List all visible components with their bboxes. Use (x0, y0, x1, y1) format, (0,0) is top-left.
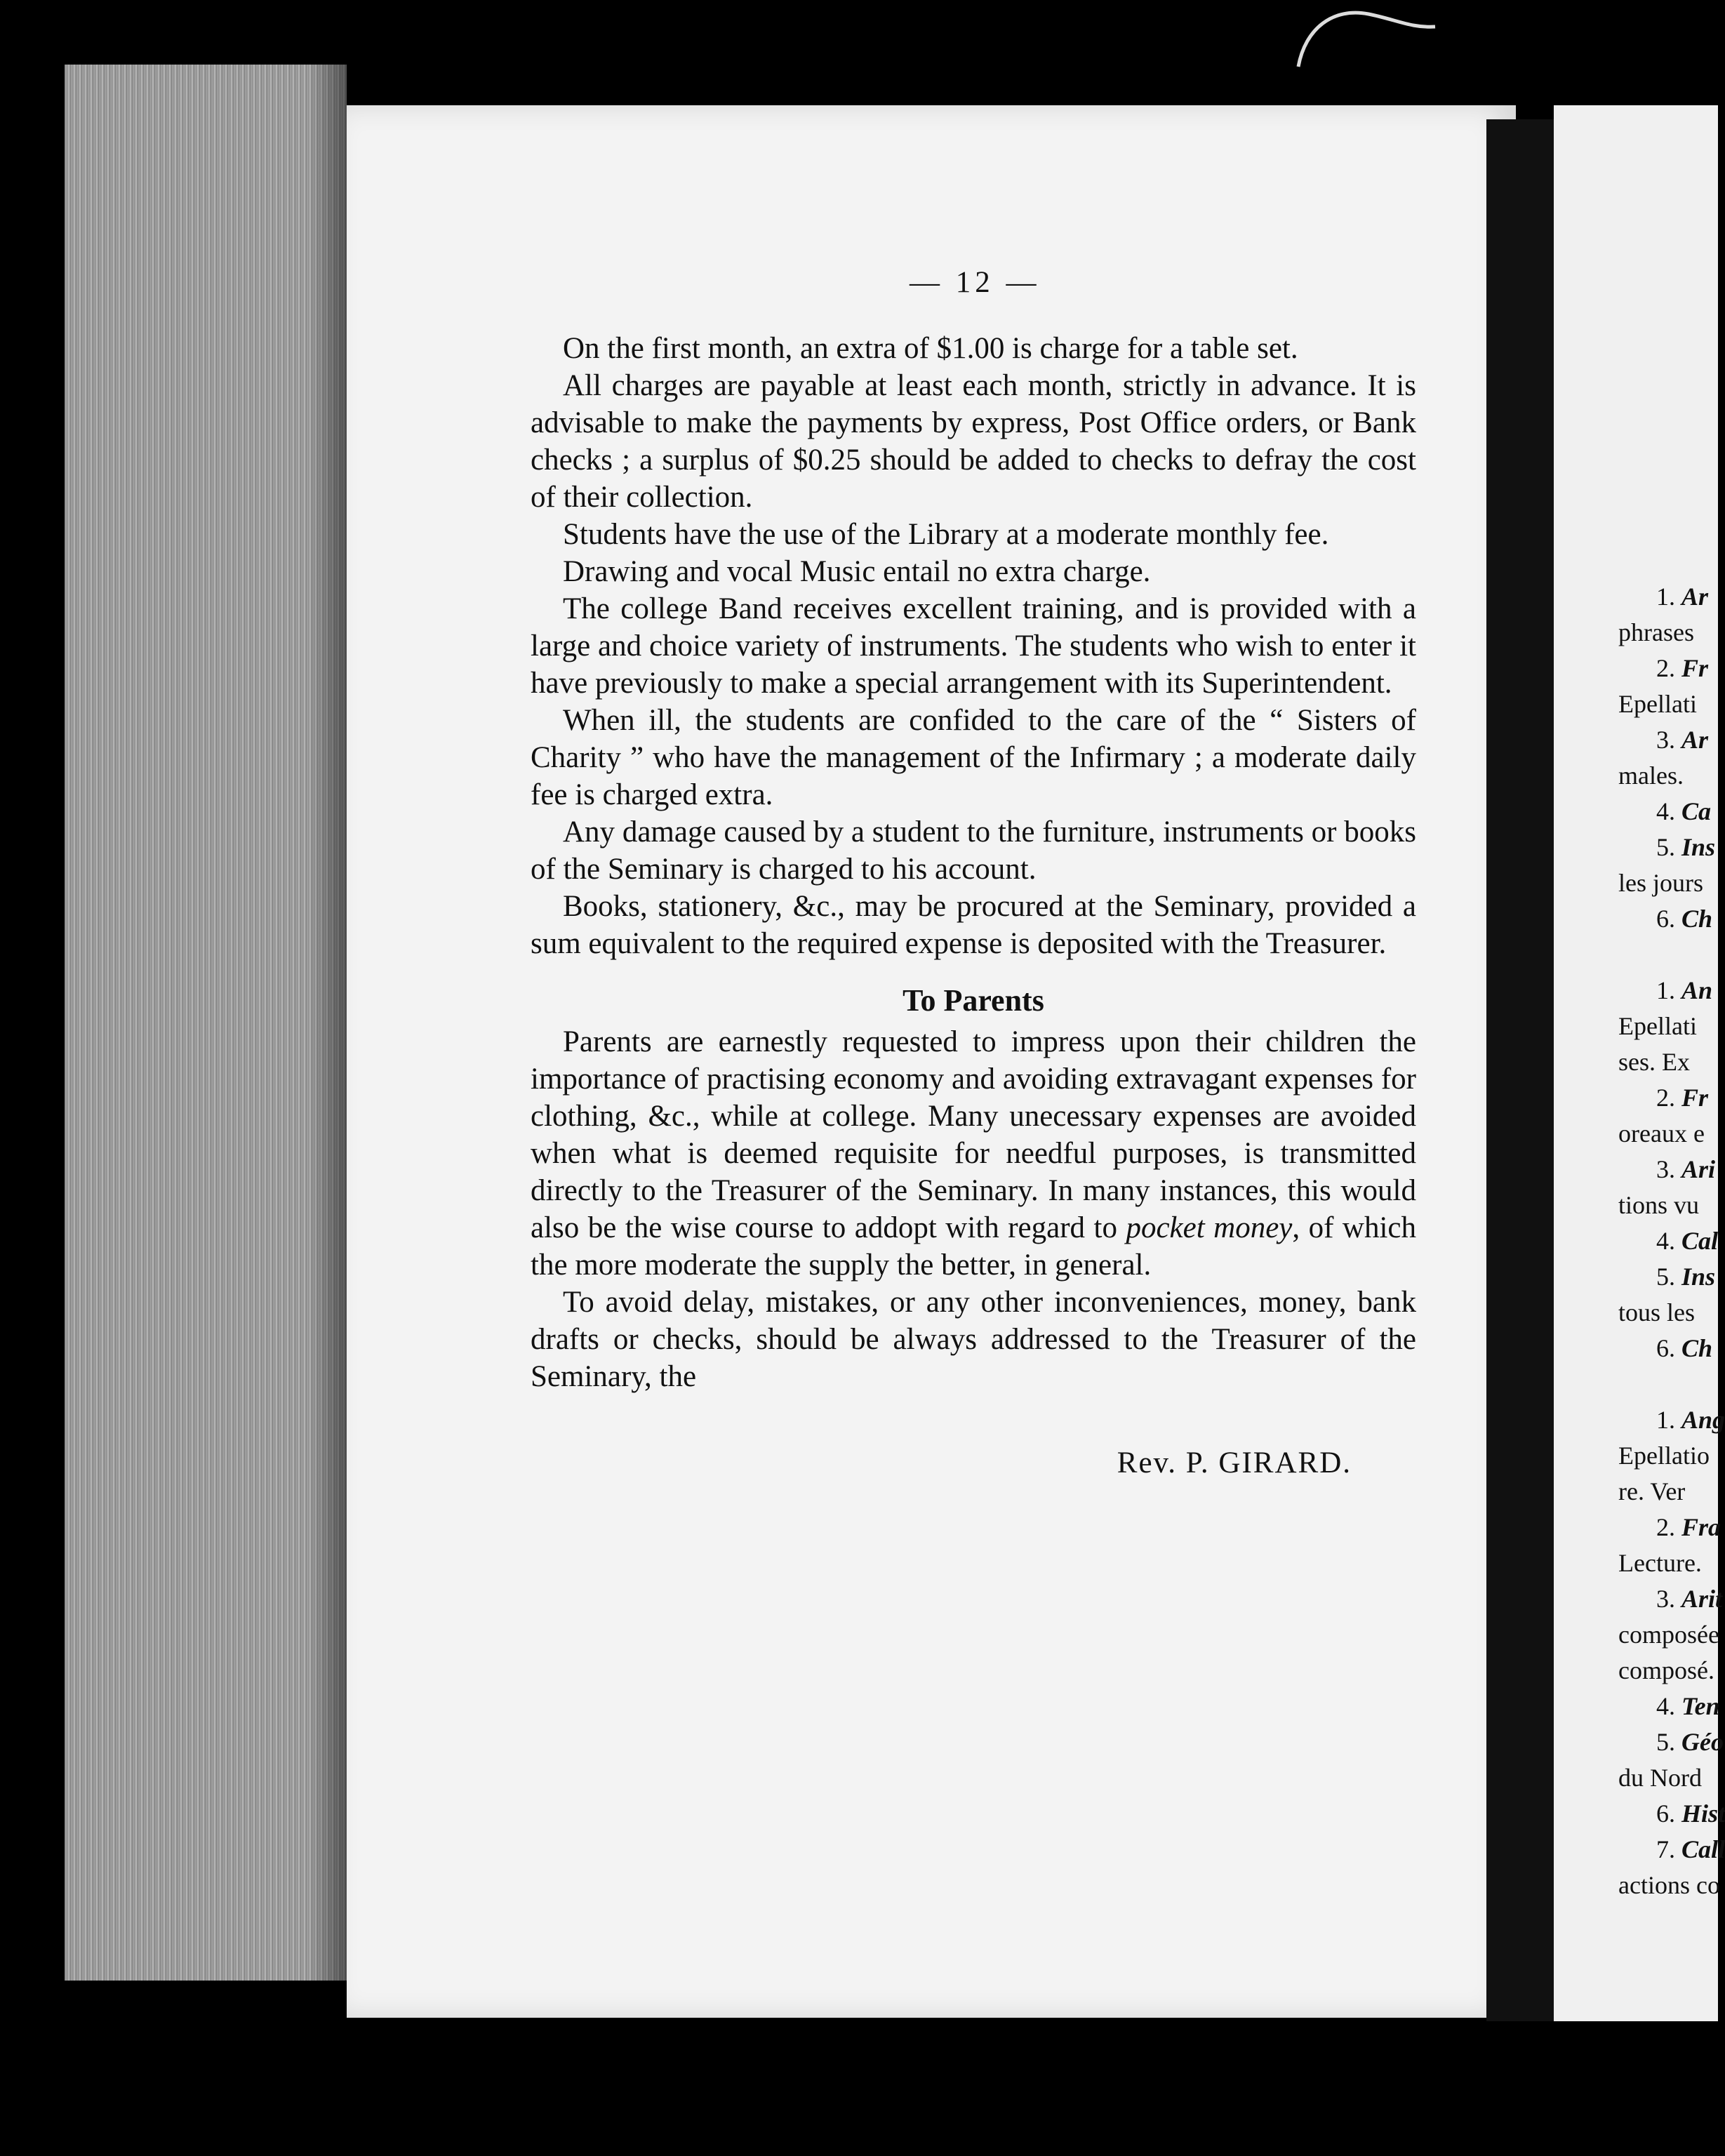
facing-page-line (1656, 722, 1708, 757)
paragraph-text: , of which the more moderate the supply the better, in general. (531, 1211, 1416, 1282)
facing-page-line (1656, 651, 1708, 686)
facing-page-word: phrases (1618, 618, 1694, 646)
facing-page-word: du Nord (1618, 1764, 1702, 1792)
facing-page-word: Arit (1681, 1585, 1723, 1613)
facing-page-word: Epellati (1618, 1012, 1697, 1040)
facing-page-item-number: 2. (1656, 654, 1681, 682)
facing-page-item-number: 6. (1656, 1334, 1681, 1362)
paragraph: The college Band receives excellent training, and is provided with a large and choice variety of instruments. The students who wish to enter it have previously to make a special arrangement with its Superintendent. (531, 592, 1416, 700)
facing-page-word: composée (1618, 1621, 1719, 1649)
facing-page-line (1656, 1223, 1718, 1258)
facing-page-word: ses. Ex (1618, 1048, 1690, 1076)
facing-page-line (1618, 1009, 1697, 1044)
facing-page-line (1618, 758, 1684, 793)
facing-page-word: Fra (1681, 1513, 1721, 1541)
facing-page-line (1656, 1689, 1720, 1724)
page-number: — 12 — (910, 266, 1041, 299)
facing-page-line (1656, 1581, 1722, 1616)
facing-page-item-number: 4. (1656, 797, 1681, 825)
facing-page-line (1618, 1760, 1702, 1795)
signature: Rev. P. GIRARD. (1117, 1446, 1352, 1479)
facing-page-line (1656, 579, 1708, 614)
facing-page-word: tions vu (1618, 1191, 1700, 1219)
facing-page-line (1618, 615, 1694, 650)
facing-page-word: Ar (1681, 583, 1709, 611)
paragraph: When ill, the students are confided to the care of the “ Sisters of Charity ” who have the management of the Infirmary ; a moderate daily fee is charged extra. (531, 704, 1416, 811)
facing-page-word: Ch (1681, 905, 1713, 933)
facing-page-line (1656, 1402, 1725, 1437)
facing-page-line (1618, 865, 1703, 900)
facing-page-fragments (1618, 105, 1725, 2021)
facing-page-word: les jours (1618, 869, 1703, 897)
italic-phrase: pocket money (1126, 1211, 1293, 1244)
facing-page-line (1618, 1187, 1699, 1223)
facing-page-word: An (1681, 976, 1713, 1004)
facing-page-word: Fr (1681, 654, 1709, 682)
facing-page-word: Ari (1681, 1155, 1716, 1183)
facing-page-line (1618, 1474, 1685, 1509)
facing-page-word: Epellati (1618, 690, 1697, 718)
facing-page-line (1656, 1832, 1725, 1867)
facing-page-word: Ar (1681, 726, 1709, 754)
page-text (531, 265, 1416, 1482)
facing-page-word: Géo (1681, 1728, 1724, 1756)
facing-page-line (1618, 1295, 1695, 1330)
facing-page-item-number: 6. (1656, 1799, 1681, 1828)
facing-page (1554, 105, 1725, 2021)
facing-page-line (1656, 830, 1715, 865)
facing-page-word: actions co (1618, 1871, 1720, 1899)
facing-page-item-number: 4. (1656, 1227, 1681, 1255)
facing-page-word: males. (1618, 761, 1684, 790)
paragraph: Books, stationery, &c., may be procured at the Seminary, provided a sum equivalent to the required expense is deposited with the Treasurer. (531, 890, 1416, 960)
facing-page-word: re. Ver (1618, 1477, 1686, 1505)
facing-page-line (1656, 1152, 1715, 1187)
facing-page-word: Ca (1681, 797, 1712, 825)
facing-page-line (1656, 1796, 1725, 1831)
facing-page-line (1656, 901, 1712, 936)
book-edge-shadow (309, 65, 347, 1981)
paragraph-text: Parents are earnestly requested to impress upon their children the importance of practising economy and avoiding extravagant expenses for clothing, &c., while at college. Many unecessary expenses are avoided when what is deemed requisite for needful purposes, is transmitted directly to the Treasurer of the Seminary. In many instances, this would also be the wise course to addopt with regard to (531, 1025, 1416, 1244)
facing-page-item-number: 5. (1656, 833, 1681, 861)
facing-page-line (1656, 973, 1712, 1008)
facing-page-word: Fr (1681, 1084, 1709, 1112)
paragraph: Students have the use of the Library at a moderate monthly fee. (563, 518, 1329, 551)
facing-page-word: Ins (1681, 1263, 1716, 1291)
thread-mark (1291, 0, 1439, 70)
paragraph (531, 1284, 1416, 1395)
facing-page-line (1618, 1545, 1702, 1581)
facing-page-word: Call (1681, 1835, 1725, 1863)
section-title: To Parents (903, 983, 1044, 1018)
facing-page-word: Ang (1681, 1406, 1725, 1434)
facing-page-item-number: 5. (1656, 1728, 1681, 1756)
facing-page-item-number: 5. (1656, 1263, 1681, 1291)
paragraph: All charges are payable at least each month, strictly in advance. It is advisable to make the payments by express, Post Office orders, or Bank checks ; a surplus of $0.25 should be added to checks to defray the cost of their collection. (531, 369, 1416, 514)
facing-page-word: Ins (1681, 833, 1716, 861)
facing-page-item-number: 3. (1656, 1585, 1681, 1613)
paragraph: Any damage caused by a student to the furniture, instruments or books of the Seminary is charged to his account. (531, 816, 1416, 886)
facing-page-line (1656, 1724, 1724, 1759)
facing-page-item-number: 7. (1656, 1835, 1681, 1863)
facing-page-line (1656, 1080, 1708, 1115)
facing-page-item-number: 6. (1656, 905, 1681, 933)
paragraph: On the first month, an extra of $1.00 is charge for a table set. (563, 332, 1298, 365)
facing-page-line (1618, 1044, 1690, 1079)
facing-page-word: Epellatio (1618, 1442, 1710, 1470)
facing-page-item-number: 1. (1656, 976, 1681, 1004)
facing-page-item-number: 1. (1656, 1406, 1681, 1434)
facing-page-item-number: 1. (1656, 583, 1681, 611)
paragraph-text: To avoid delay, mistakes, or any other inconveniences, money, bank drafts or checks, should be always addressed to the Treasurer of the Seminary, the (531, 1286, 1416, 1393)
facing-page-item-number: 2. (1656, 1084, 1681, 1112)
facing-page-line (1618, 1617, 1719, 1652)
book-gutter (1486, 119, 1554, 2021)
facing-page-word: Hist (1681, 1799, 1725, 1828)
facing-page-item-number: 2. (1656, 1513, 1681, 1541)
facing-page-word: composé. (1618, 1656, 1714, 1684)
paragraph: Drawing and vocal Music entail no extra charge. (563, 555, 1151, 588)
facing-page-line (1618, 686, 1697, 721)
facing-page-line (1618, 1653, 1714, 1688)
facing-page-word: oreaux e (1618, 1119, 1705, 1147)
paragraph (531, 1023, 1416, 1284)
facing-page-line (1618, 1868, 1720, 1903)
facing-page-line (1618, 1116, 1705, 1151)
facing-page-item-number: 4. (1656, 1692, 1681, 1720)
facing-page-word: Ten (1681, 1692, 1720, 1720)
facing-page-line (1656, 1331, 1712, 1366)
facing-page-line (1618, 1438, 1710, 1473)
facing-page-word: Lecture. (1618, 1549, 1702, 1577)
facing-page-word: Cal (1681, 1227, 1719, 1255)
facing-page-line (1656, 794, 1711, 829)
facing-page-word: tous les (1618, 1298, 1696, 1326)
book-page-edges (65, 65, 347, 1981)
facing-page-word: Ch (1681, 1334, 1713, 1362)
facing-page-line (1656, 1510, 1721, 1545)
facing-page-item-number: 3. (1656, 1155, 1681, 1183)
facing-page-line (1656, 1259, 1715, 1294)
facing-page-item-number: 3. (1656, 726, 1681, 754)
